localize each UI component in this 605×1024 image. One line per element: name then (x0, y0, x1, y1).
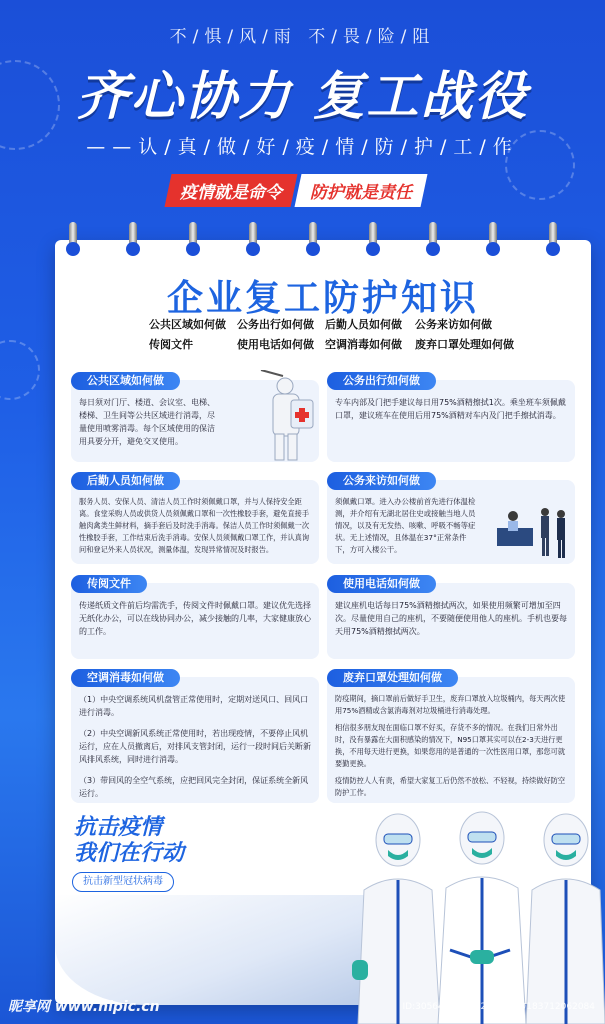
card-masks (327, 671, 575, 803)
slogan-line: 抗击疫情 (74, 815, 163, 840)
card-title: 空调消毒如何做 (71, 669, 180, 687)
header-subtitle: 不/惧/风/雨 不/畏/险/阻 (169, 27, 436, 47)
card-title: 公共区域如何做 (71, 372, 180, 390)
slogan-line: 我们在行动 (74, 841, 185, 866)
card-travel (327, 374, 575, 462)
binder-ring (489, 222, 497, 252)
binder-ring (429, 222, 437, 252)
card-title: 后勤人员如何做 (71, 472, 180, 490)
toc-item: 空调消毒如何做 (325, 338, 402, 351)
card-text: 须佩戴口罩。进入办公楼前首先进行体温检测，并介绍有无湖北居住史或接触当地人员情况，以及有无发热、咳嗽、呼吸不畅等症状。无上述情况，且体温在37°正常条件下，方可入楼公干。 (335, 497, 476, 554)
binder-ring (549, 222, 557, 252)
toc-item: 公共区域如何做 (149, 318, 226, 331)
card-text: 专车内部及门把手建议每日用75%酒精擦拭1次。乘坐班车须佩戴口罩，建议班车在使用后用75%酒精对车内及门把手擦拭消毒。 (335, 398, 566, 420)
binder-ring (369, 222, 377, 252)
card-title: 公务出行如何做 (327, 372, 436, 390)
slogan-pill: 抗击新型冠状病毒 (72, 872, 174, 892)
binder-ring (129, 222, 137, 252)
header-motto: ——认/真/做/好/疫/情/防/护/工/作 (86, 136, 519, 158)
medical-worker-figures (340, 800, 605, 1024)
toc-item: 废弃口罩处理如何做 (415, 338, 514, 351)
table-of-contents (149, 316, 549, 352)
binder-ring (189, 222, 197, 252)
toc-item: 传阅文件 (149, 338, 193, 351)
card-aircon (71, 671, 319, 803)
card-text: 建议座机电话每日75%酒精擦拭两次，如果使用频繁可增加至四次。尽量使用自己的座机，不要随便使用他人的座机。手机也要每天用75%酒精擦拭两次。 (335, 601, 567, 636)
paper-title: 企业复工防护知识 (166, 278, 479, 319)
tag-row (168, 174, 424, 207)
watermark-logo: 昵享网 www.nipic.cn (8, 999, 160, 1015)
card-documents (71, 577, 319, 659)
toc-item: 后勤人员如何做 (325, 318, 402, 331)
watermark-id: ID:30564166 NO:20200820183712062084 (402, 1002, 595, 1012)
card-text (79, 693, 311, 808)
card-title: 公务来访如何做 (327, 472, 436, 490)
card-phone (327, 577, 575, 659)
sprayer-figure (255, 370, 319, 462)
slogan (74, 815, 184, 867)
card-text: 每日须对门厅、楼道、会议室、电梯、楼梯、卫生间等公共区域进行消毒，尽量使用喷雾消毒。每个区域使用的保洁用具要分开，避免交叉使用。 (79, 398, 215, 446)
card-paragraph: （3）带回风的全空气系统，应把回风完全封闭，保证系统全新风运行。 (79, 776, 309, 798)
toc-item: 公务出行如何做 (237, 318, 314, 331)
card-paragraph: 疫情防控人人有责，希望大家复工后仍然不放松、不轻视，持续做好防空防护工作。 (335, 776, 566, 797)
reception-desk-figure (495, 498, 573, 560)
card-title: 传阅文件 (71, 575, 147, 593)
header-title: 齐心协力 复工战役 (76, 67, 529, 127)
binder-ring (309, 222, 317, 252)
virus-decoration (0, 340, 40, 400)
tag-command: 疫情就是命令 (164, 174, 297, 207)
card-text: 服务人员、安保人员、清洁人员工作时须佩戴口罩，并与人保持安全距离。食堂采购人员或供货人员须佩戴口罩和一次性橡胶手套，避免直接手触肉禽类生鲜材料，摘手套后及时洗手消毒。保洁人员工作时须佩戴一次性橡胶手套，工作结束后洗手消毒。安保人员须佩戴口罩工作，并认真询问和登记外来人员状况，测量体温，发现异常情况及时报告。 (79, 497, 310, 554)
card-logistics (71, 474, 319, 564)
toc-item: 使用电话如何做 (237, 338, 314, 351)
card-text: 传递纸质文件前后均需洗手，传阅文件时佩戴口罩。建议优先选择无纸化办公，可以在线协同办公，减少接触的几率，大家健康放心的工作。 (79, 601, 311, 636)
card-paragraph: （1）中央空调系统风机盘管正常使用时，定期对送风口、回风口进行消毒。 (79, 695, 309, 717)
binder-ring (69, 222, 77, 252)
binder-ring (249, 222, 257, 252)
card-title: 使用电话如何做 (327, 575, 436, 593)
page-curl (55, 895, 375, 1005)
toc-item: 公务来访如何做 (415, 318, 492, 331)
card-paragraph: 防疫期间，摘口罩前后做好手卫生，废弃口罩放入垃圾桶内，每天两次使用75%酒精或含氯消毒剂对垃圾桶进行消毒处理。 (335, 694, 566, 715)
card-paragraph: （2）中央空调新风系统正常使用时，若出现疫情，不要停止风机运行，应在人员撤离后，对排风支管封闭，运行一段时间后关断新风排风系统，同时进行消毒。 (79, 729, 311, 764)
card-paragraph: 相信很多朋友现在面临口罩不好买，存货不多的情况。在我们日常外出时，没有暴露在大面积感染的情况下，N95口罩其实可以在2-3天进行更换，不用每天进行更换，如果您用的是普通的一次性医用口罩，那您可就要勤更换。 (335, 723, 566, 768)
card-title: 废弃口罩处理如何做 (327, 669, 458, 687)
card-text (335, 693, 567, 807)
tag-duty: 防护就是责任 (294, 174, 427, 207)
